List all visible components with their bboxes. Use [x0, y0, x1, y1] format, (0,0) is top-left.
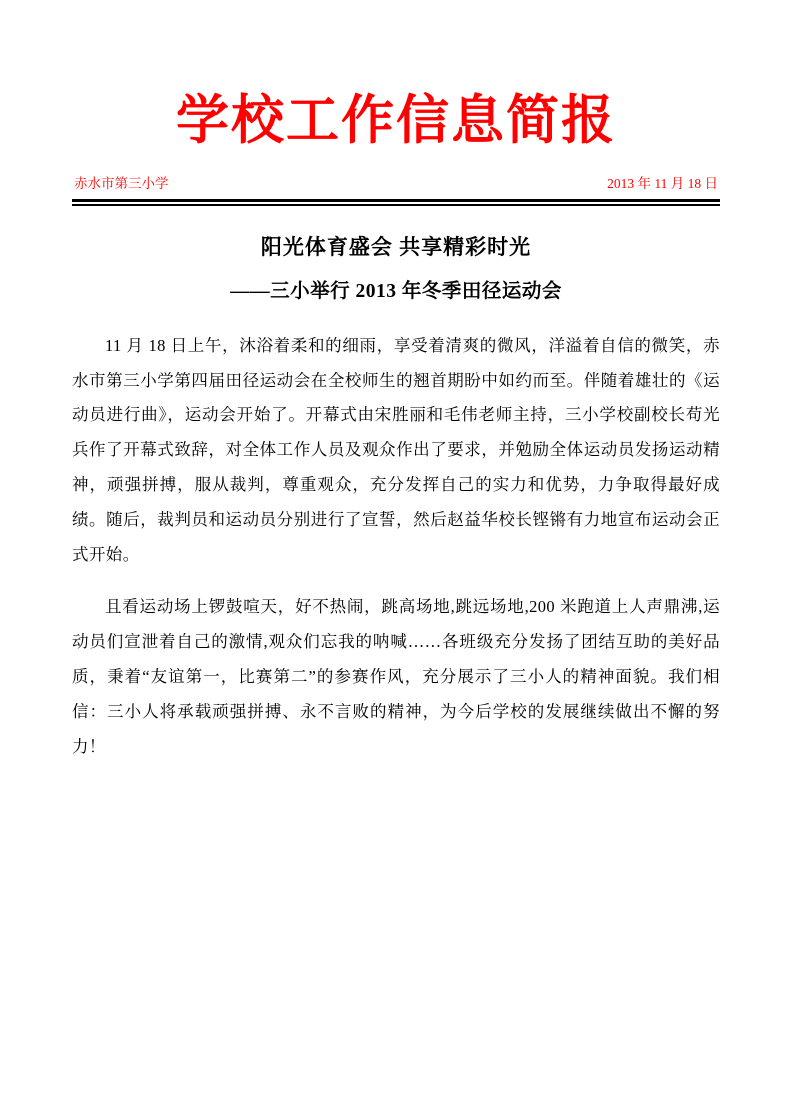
article-paragraph: 且看运动场上锣鼓喧天，好不热闹，跳高场地,跳远场地,200 米跑道上人声鼎沸,运动员们宣泄着自己的激情,观众们忘我的呐喊……各班级充分发扬了团结互助的美好品质，秉着“友谊第一，比赛第二”的参赛作风，充分展示了三小人的精神面貌。我们相信：三小人将承载顽强拼搏、永不言败的精神，为今后学校的发展继续做出不懈的努力！	[72, 596, 720, 756]
divider-thin-line	[72, 204, 720, 206]
masthead-title: 学校工作信息简报	[176, 91, 616, 150]
masthead-divider	[72, 199, 720, 206]
issue-date: 2013 年 11 月 18 日	[607, 176, 718, 192]
article-paragraph: 11 月 18 日上午，沐浴着柔和的细雨，享受着清爽的微风，洋溢着自信的微笑，赤水市第三小学第四届田径运动会在全校师生的翘首期盼中如约而至。伴随着雄壮的《运动员进行曲》，运动会开始了。开幕式由宋胜丽和毛伟老师主持，三小学校副校长苟光兵作了开幕式致辞，对全体工作人员及观众作出了要求，并勉励全体运动员发扬运动精神，顽强拼搏，服从裁判，尊重观众，充分发挥自己的实力和优势，力争取得最好成绩。随后，裁判员和运动员分别进行了宣誓，然后赵益华校长铿锵有力地宣布运动会正式开始。	[72, 335, 720, 565]
school-name: 赤水市第三小学	[74, 176, 169, 192]
masthead-meta	[72, 172, 720, 192]
article-subheadline: ——三小举行 2013 年冬季田径运动会	[230, 281, 562, 303]
article-headline: 阳光体育盛会 共享精彩时光	[260, 234, 532, 259]
